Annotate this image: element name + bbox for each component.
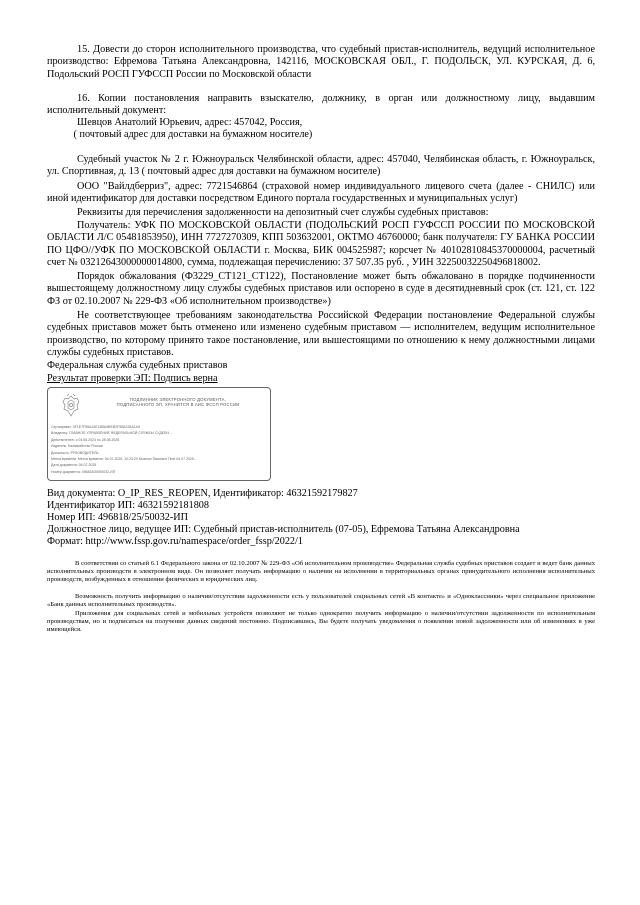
redacted-region [302, 118, 482, 127]
stamp-line: Должность: РУКОВОДИТЕЛЬ [51, 450, 99, 455]
stamp-details [51, 424, 265, 475]
ip-number: Номер ИП: 496818/25/50032-ИП [47, 512, 188, 523]
stamp-line: Издатель: Казначейство России [51, 444, 103, 449]
requisites-title: Реквизиты для перечисления задолженности на депозитный счет службы судебных приставов: [77, 207, 489, 218]
document-format: Формат: http://www.fssp.gov.ru/namespace/order_fssp/2022/1 [47, 536, 303, 547]
stamp-line: Метка времени: Метка времени: 04.07.2025, 10:23:20 Moscow Standard Time 04.07.2025... [51, 457, 197, 462]
document-type: Вид документа: O_IP_RES_REOPEN, Идентификатор: 46321592179827 [47, 488, 358, 499]
responsible-officer: Должностное лицо, ведущее ИП: Судебный пристав-исполнитель (07-05), Ефремова Татьяна Александровна [47, 524, 520, 535]
stamp-line: Дата документа: 04.07.2025 [51, 463, 97, 468]
stamp-title [88, 397, 268, 407]
coat-of-arms-icon [58, 393, 84, 419]
stamp-title-line: ПОДЛИННИК ЭЛЕКТРОННОГО ДОКУМЕНТА, [129, 397, 227, 402]
recipient-debtor-delivery: ( почтовый адрес для доставки на бумажном носителе) [73, 129, 313, 141]
stamp-line: Действителен: с 04.06.2024 по 28.08.2025 [51, 437, 120, 442]
stamp-line: Номер документа: 496818/25/50032-ИП [51, 469, 116, 474]
nonconformity-note: Не соответствующее требованиям законодательства Российской Федерации постановление Федеральной службы судебных приставов может быть отменено или изменено судебным приставом — исполнителем, ведущим исполнительное производство, по которому принято такое постановление, или вышестоящими по отношению к нему должностными лицами службы судебных приставов. [47, 310, 595, 359]
paragraph-15: 15. Довести до сторон исполнительного производства, что судебный пристав-исполнитель, ведущий исполнительное производство: Ефремова Татьяна Александровна, 142116, МОСКОВСКАЯ ОБЛ., Г. ПОДОЛЬСК, УЛ. КУРСКАЯ, Д. 6, Подольский РОСП ГУФССП России по Московской области [47, 44, 595, 80]
stamp-line: Сертификат: 0F1E7F55A24E1B5A9BEB2F9B5225A1A9 [51, 425, 140, 429]
redacted-region [47, 131, 71, 140]
stamp-line: Владелец: ГЛАВНОЕ УПРАВЛЕНИЕ ФЕДЕРАЛЬНОЙ СЛУЖБЫ СУДЕБН... [51, 431, 172, 436]
appeal-procedure: Порядок обжалования (Ф3229_СТ121_СТ122), Постановление может быть обжаловано в порядке подчиненности вышестоящему должностному лицу службы судебных приставов или оспорено в суде в десятидневный срок (ст. 121, ст. 122 ФЗ от 02.10.2007 № 229-ФЗ «Об исполнительном производстве») [47, 271, 595, 307]
footer-note-2: Возможность получить информацию о наличии/отсутствии задолженности есть у пользователей социальных сетей «В контакте» и «Одноклассники» через специальное приложение «Банк данных исполнительных производств». [47, 593, 595, 608]
service-name: Федеральная служба судебных приставов [47, 360, 228, 371]
bank-details: Получатель: УФК ПО МОСКОВСКОЙ ОБЛАСТИ (ПОДОЛЬСКИЙ РОСП ГУФССП РОССИИ ПО МОСКОВСКОЙ ОБЛАСТИ Л/С 05481853950), ИНН 7727270309, КПП 503632001, ОКТМО 46760000; банк получателя: ГУ БАНКА РОССИИ ПО ЦФО//УФК ПО МОСКОВСКОЙ ОБЛАСТИ г. Москва, БИК 004525987; корсчет № 40102810845370000004, расчетный счет № 03212643000000014800, сумма, подлежащая перечислению: 37 507.35 руб. , УИН 32250032250496818002. [47, 220, 595, 269]
footer-note-3: Приложения для социальных сетей и мобильных устройств позволяют не только однократно получить информацию о наличии/отсутствии задолженности по исполнительным производствам, но и подписаться на получение данных сведений постоянно. Подписавшись, Вы будете получать уведомления о появлении новой задолженности или об изменениях в уже имеющейся. [47, 610, 595, 633]
paragraph-16: 16. Копии постановления направить взыскателю, должнику, в орган или должностному лицу, выдавшим исполнительный документ: [47, 93, 595, 117]
stamp-title-line: ПОДПИСАННОГО ЭП, ХРАНИТСЯ В АИС ФССП РОССИИ [116, 402, 240, 408]
recipient-debtor [47, 117, 595, 142]
electronic-signature-stamp [47, 387, 271, 481]
recipient-company: ООО "Вайлдберриз", адрес: 7721546864 (страховой номер индивидуального лицевого счета (далее - СНИЛС) или иной идентификатор для доставки посредством Единого портала государственных и муниципальных услуг) [47, 181, 595, 205]
signature-check-result: Результат проверки ЭП: Подпись верна [47, 373, 218, 384]
recipient-court: Судебный участок № 2 г. Южноуральск Челябинской области, адрес: 457040, Челябинская область, г. Южноуральск, ул. Спортивная, д. 13 ( почтовый адрес для доставки на бумажном носителе) [47, 154, 595, 178]
footer-note-1: В соответствии со статьей 6.1 Федерального закона от 02.10.2007 № 229-ФЗ «Об исполнительном производстве» Федеральная служба судебных приставов создает и ведет банк данных исполнительных производств в электронном виде. Он позволяет получать информацию о наличии на исполнении в территориальных органах принудительного исполнения исполнительных производств, возбужденных в отношении физических и юридических лиц. [47, 560, 595, 583]
ip-identifier: Идентификатор ИП: 46321592181808 [47, 500, 209, 511]
recipient-debtor-text: Шевцов Анатолий Юрьевич, адрес: 457042, Россия, [77, 117, 303, 128]
